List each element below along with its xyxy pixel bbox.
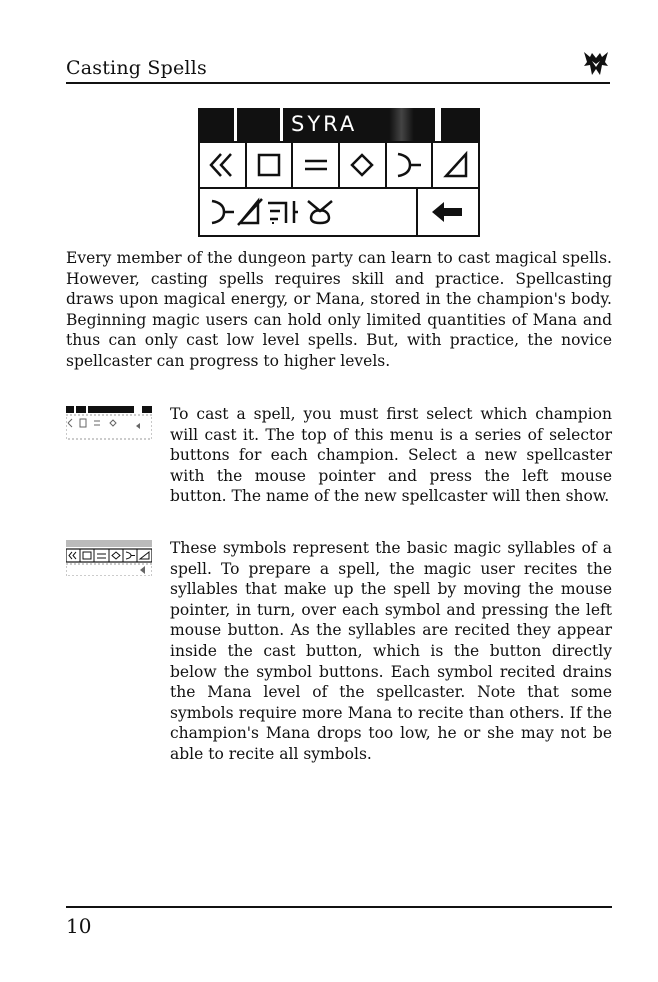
chevron-double-left-icon [207,150,237,180]
diamond-icon [347,150,377,180]
symbol-button-3[interactable] [293,143,340,187]
intro-paragraph: Every member of the dungeon party can learn to cast magical spells. However, casting spells requires skill and practice. Spellcasting draws upon magical energy, or Mana, stored in the champion's body. Beginning magic users can hold only limited quantities of Mana and thus can only cast low level spells. But, with practice, the novice spellcaster can progress to higher levels. [66,249,612,370]
selector-paragraph: To cast a spell, you must first select which champion will cast it. The top of this menu is a series of selector buttons for each champion. Select a new spellcaster with the mouse pointer and press the left mouse button. The name of the new spellcaster will then show. [170,405,612,506]
page-number: 10 [66,914,92,938]
cast-runes-icon [210,195,370,229]
champion-selector-1[interactable] [198,108,237,141]
bracket-hook-icon [394,150,424,180]
symbol-button-1[interactable] [200,143,247,187]
selector-thumbnail-icon [66,406,152,440]
undo-button[interactable] [418,189,478,235]
symbol-button-5[interactable] [387,143,434,187]
champion-selector-active[interactable] [283,108,438,141]
triangle-icon [441,150,471,180]
symbol-button-6[interactable] [433,143,478,187]
symbol-row [198,141,480,189]
dragon-logo-icon [582,48,610,78]
champion-name: SYRA [291,112,358,136]
spell-panel [198,108,480,237]
chapter-title: Casting Spells [66,57,207,79]
cast-row [198,189,480,237]
symbol-button-2[interactable] [247,143,294,187]
square-icon [254,150,284,180]
champion-selector-2[interactable] [237,108,283,141]
arrow-left-icon [430,199,466,225]
symbols-paragraph: These symbols represent the basic magic syllables of a spell. To prepare a spell, the magic user recites the syllables that make up the spell by moving the mouse pointer, in turn, over each symbol and pressing the left mouse button. As the syllables are recited they appear inside the cast button, which is the button directly below the symbol buttons. Each symbol recited drains the Mana level of the spellcaster. Note that some symbols require more Mana to recite than others. If the champion's Mana drops too low, he or she may not be able to recite all symbols. [170,539,612,763]
equals-icon [301,150,331,180]
champion-selector-row [198,108,480,141]
cast-button[interactable] [200,189,418,235]
champion-selector-4[interactable] [441,108,480,141]
page-header [66,56,610,84]
symbol-button-4[interactable] [340,143,387,187]
symbols-thumbnail-icon [66,540,152,576]
page-footer [66,906,612,938]
